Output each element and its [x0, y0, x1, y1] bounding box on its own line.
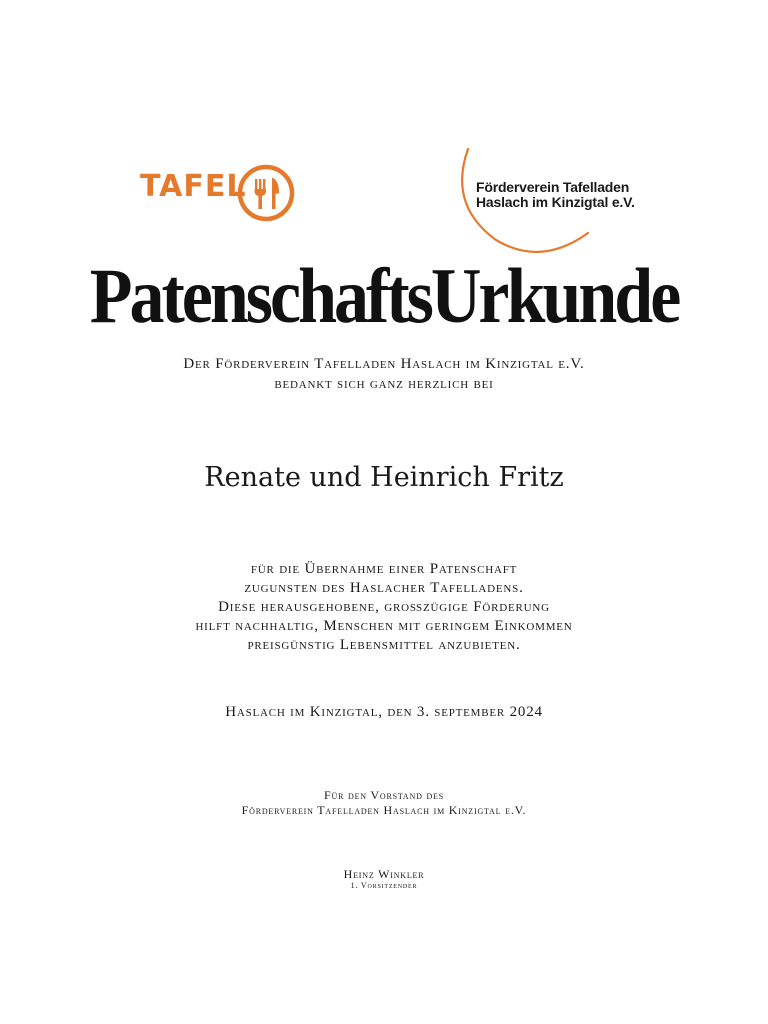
board-line-2: Förderverein Tafelladen Haslach im Kinzigtal e.V.	[241, 803, 527, 817]
dedication-line-3: Diese herausgehobene, großzügige Förderung	[218, 599, 550, 615]
dedication-line-5: preisgünstig Lebensmittel anzubieten.	[247, 637, 521, 653]
intro-line-2: bedankt sich ganz herzlich bei	[274, 376, 494, 392]
fork-knife-icon	[236, 163, 296, 223]
foerderverein-logo-line2: Haslach im Kinzigtal e.V.	[476, 194, 635, 210]
intro-text	[0, 354, 768, 394]
dedication-text	[0, 560, 768, 655]
foerderverein-logo-line1: Förderverein Tafelladen	[476, 179, 630, 195]
board-text	[0, 788, 768, 818]
signer-name: Heinz Winkler	[343, 867, 425, 881]
dedication-line-2: zugunsten des Haslacher Tafelladens.	[244, 580, 524, 596]
signer-role: 1. Vorsitzender	[350, 881, 418, 890]
certificate-title: PatenschaftsUrkunde	[89, 253, 679, 340]
board-line-1: Für den Vorstand des	[324, 788, 444, 802]
dedication-line-1: für die Übernahme einer Patenschaft	[250, 561, 518, 577]
tafel-logo-text: TAFEL	[140, 169, 247, 204]
foerderverein-logo-text	[476, 180, 635, 210]
recipient-name: Renate und Heinrich Fritz	[204, 462, 564, 493]
intro-line-1: Der Förderverein Tafelladen Haslach im Kinzigtal e.V.	[183, 356, 585, 372]
dedication-line-4: hilft nachhaltig, Menschen mit geringem Einkommen	[195, 618, 573, 634]
place-date: Haslach im Kinzigtal, den 3. september 2024	[225, 704, 543, 720]
